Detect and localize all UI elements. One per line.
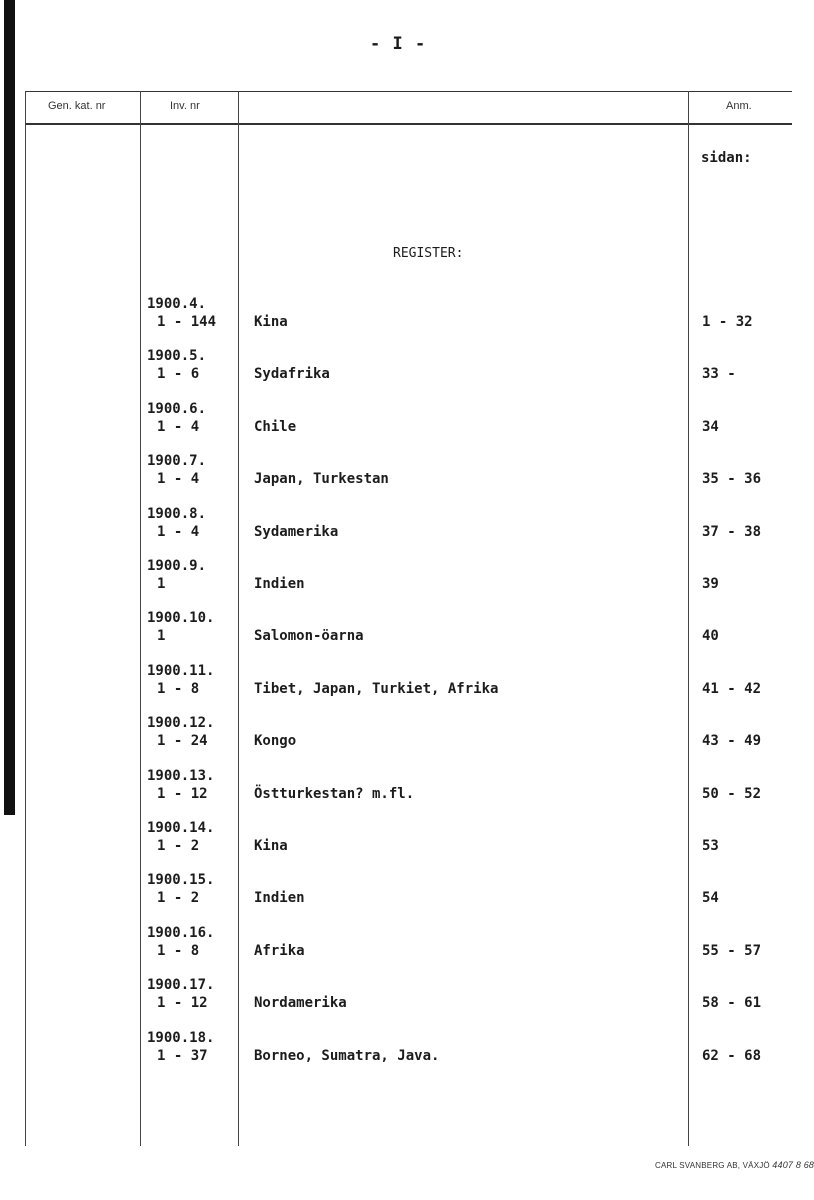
row-description: Japan, Turkestan: [254, 471, 389, 487]
row-group-number: 1900.16.: [147, 925, 215, 941]
row-inv-range: 1 - 2: [157, 838, 200, 854]
row-pages: 53: [702, 838, 719, 854]
row-description: Indien: [254, 890, 305, 906]
row-inv-range: 1 - 4: [157, 419, 200, 435]
header-anm: Anm.: [726, 100, 752, 112]
row-inv-range: 1: [157, 576, 166, 592]
row-pages: 39: [702, 576, 719, 592]
row-pages: 43 - 49: [702, 733, 762, 749]
row-description: Kina: [254, 314, 288, 330]
row-description: Östturkestan? m.fl.: [254, 786, 415, 802]
row-pages: 40: [702, 628, 719, 644]
row-pages: 54: [702, 890, 719, 906]
row-inv-range: 1 - 37: [157, 1048, 208, 1064]
row-description: Indien: [254, 576, 305, 592]
column-divider-2: [140, 91, 141, 1146]
row-description: Kina: [254, 838, 288, 854]
column-divider-3: [238, 91, 239, 1146]
row-pages: 62 - 68: [702, 1048, 762, 1064]
row-group-number: 1900.10.: [147, 610, 215, 626]
row-group-number: 1900.12.: [147, 715, 215, 731]
row-inv-range: 1 - 2: [157, 890, 200, 906]
row-description: Afrika: [254, 943, 305, 959]
row-inv-range: 1 - 12: [157, 786, 208, 802]
row-inv-range: 1 - 12: [157, 995, 208, 1011]
row-inv-range: 1 - 8: [157, 681, 200, 697]
imprint-text: CARL SVANBERG AB, VÄXJÖ: [655, 1161, 770, 1170]
row-group-number: 1900.14.: [147, 820, 215, 836]
row-pages: 34: [702, 419, 719, 435]
row-group-number: 1900.18.: [147, 1030, 215, 1046]
row-description: Sydamerika: [254, 524, 339, 540]
row-pages: 33 -: [702, 366, 736, 382]
register-title: REGISTER:: [393, 246, 464, 261]
footer-imprint: [655, 1160, 814, 1170]
row-description: Tibet, Japan, Turkiet, Afrika: [254, 681, 499, 697]
row-group-number: 1900.5.: [147, 348, 207, 364]
row-group-number: 1900.13.: [147, 768, 215, 784]
row-description: Salomon-öarna: [254, 628, 364, 644]
row-pages: 58 - 61: [702, 995, 762, 1011]
header-gen-kat-nr: Gen. kat. nr: [48, 100, 106, 112]
scan-edge-bar: [4, 0, 15, 815]
row-inv-range: 1 - 6: [157, 366, 200, 382]
form-number: 4407 8 68: [772, 1160, 814, 1170]
row-inv-range: 1 - 24: [157, 733, 208, 749]
row-description: Borneo, Sumatra, Java.: [254, 1048, 440, 1064]
header-inv-nr: Inv. nr: [170, 100, 200, 112]
row-inv-range: 1 - 4: [157, 524, 200, 540]
row-group-number: 1900.8.: [147, 506, 207, 522]
sidan-label: sidan:: [701, 150, 752, 166]
row-inv-range: 1 - 4: [157, 471, 200, 487]
row-pages: 50 - 52: [702, 786, 762, 802]
row-group-number: 1900.4.: [147, 296, 207, 312]
page-number: - I -: [370, 34, 427, 54]
row-group-number: 1900.6.: [147, 401, 207, 417]
row-pages: 37 - 38: [702, 524, 762, 540]
column-divider-1: [25, 91, 26, 1146]
row-description: Nordamerika: [254, 995, 347, 1011]
row-group-number: 1900.11.: [147, 663, 215, 679]
row-description: Sydafrika: [254, 366, 330, 382]
row-pages: 41 - 42: [702, 681, 762, 697]
row-pages: 35 - 36: [702, 471, 762, 487]
row-pages: 55 - 57: [702, 943, 762, 959]
row-description: Kongo: [254, 733, 297, 749]
row-group-number: 1900.7.: [147, 453, 207, 469]
row-inv-range: 1: [157, 628, 166, 644]
row-pages: 1 - 32: [702, 314, 753, 330]
row-inv-range: 1 - 144: [157, 314, 217, 330]
row-inv-range: 1 - 8: [157, 943, 200, 959]
row-description: Chile: [254, 419, 297, 435]
column-divider-4: [688, 91, 689, 1146]
row-group-number: 1900.9.: [147, 558, 207, 574]
row-group-number: 1900.15.: [147, 872, 215, 888]
row-group-number: 1900.17.: [147, 977, 215, 993]
